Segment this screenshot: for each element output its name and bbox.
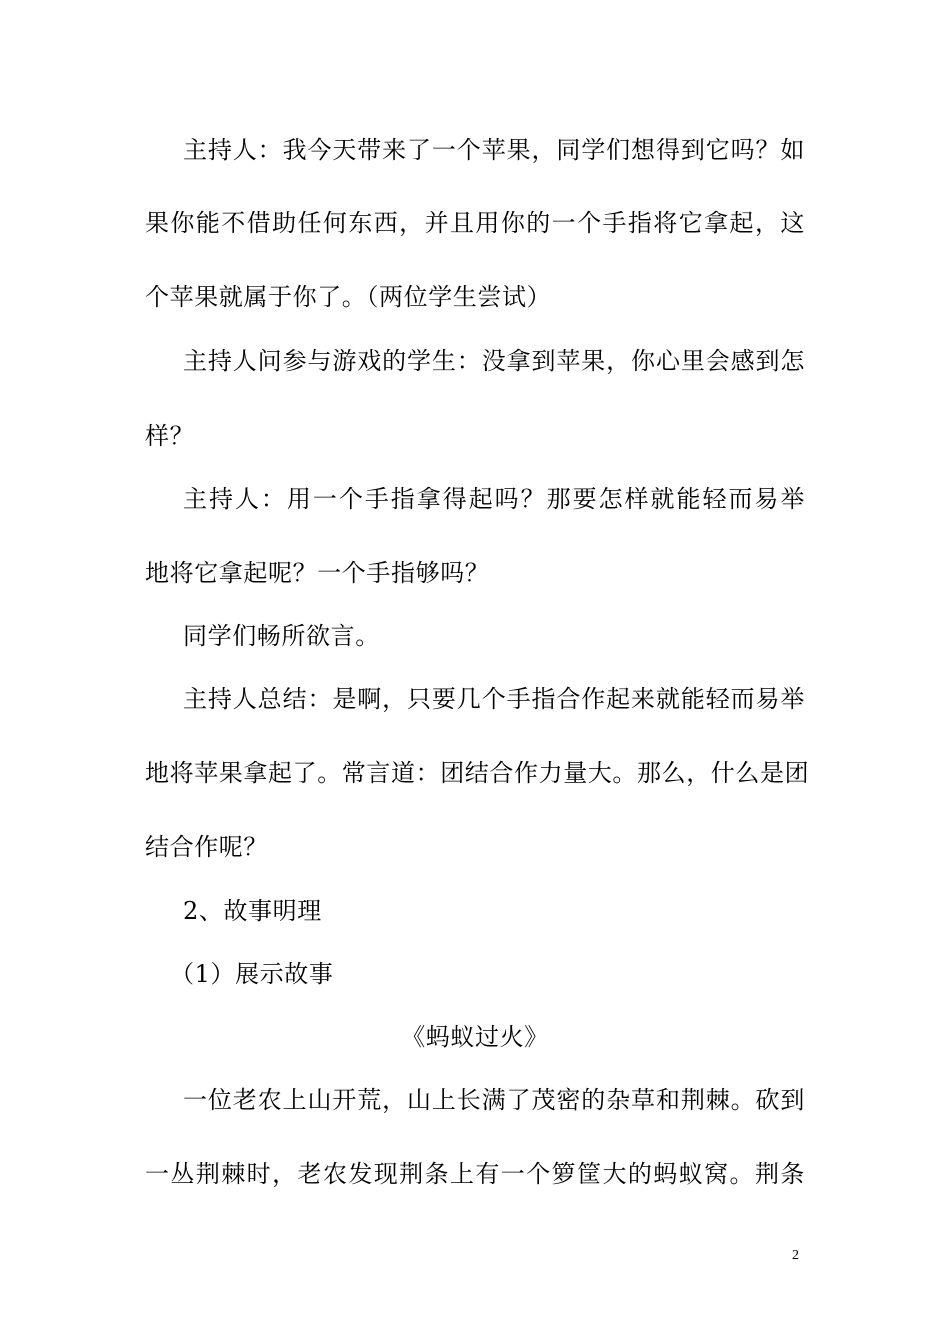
text-line: 地将它拿起呢？一个手指够吗？	[145, 559, 490, 587]
story-title: 《蚂蚁过火》	[401, 1023, 549, 1051]
text-line: 一丛荆棘时，老农发现荆条上有一个箩筐大的蚂蚁窝。荆条	[145, 1160, 805, 1188]
text-line: 一位老农上山开荒，山上长满了茂密的杂草和荆棘。砍到	[183, 1086, 805, 1114]
text-line: 果你能不借助任何东西，并且用你的一个手指将它拿起，这	[145, 209, 805, 237]
text-line: 主持人问参与游戏的学生：没拿到苹果，你心里会感到怎	[183, 347, 805, 375]
page-number: 2	[792, 1248, 799, 1263]
text-line: 同学们畅所欲言。	[183, 622, 380, 650]
section-heading: 2、故事明理	[183, 897, 322, 925]
text-line: 样？	[145, 422, 195, 450]
text-line: 主持人总结：是啊，只要几个手指合作起来就能轻而易举	[183, 685, 805, 713]
text-line: 结合作呢？	[145, 833, 268, 861]
text-line: 地将苹果拿起了。常言道：团结合作力量大。那么，什么是团	[145, 759, 810, 787]
subsection-heading: （1）展示故事	[170, 960, 334, 988]
text-line: 主持人：用一个手指拿得起吗？那要怎样就能轻而易举	[183, 485, 805, 513]
text-line: 个苹果就属于你了。（两位学生尝试）	[145, 283, 552, 311]
text-line: 主持人：我今天带来了一个苹果，同学们想得到它吗？如	[183, 136, 805, 164]
